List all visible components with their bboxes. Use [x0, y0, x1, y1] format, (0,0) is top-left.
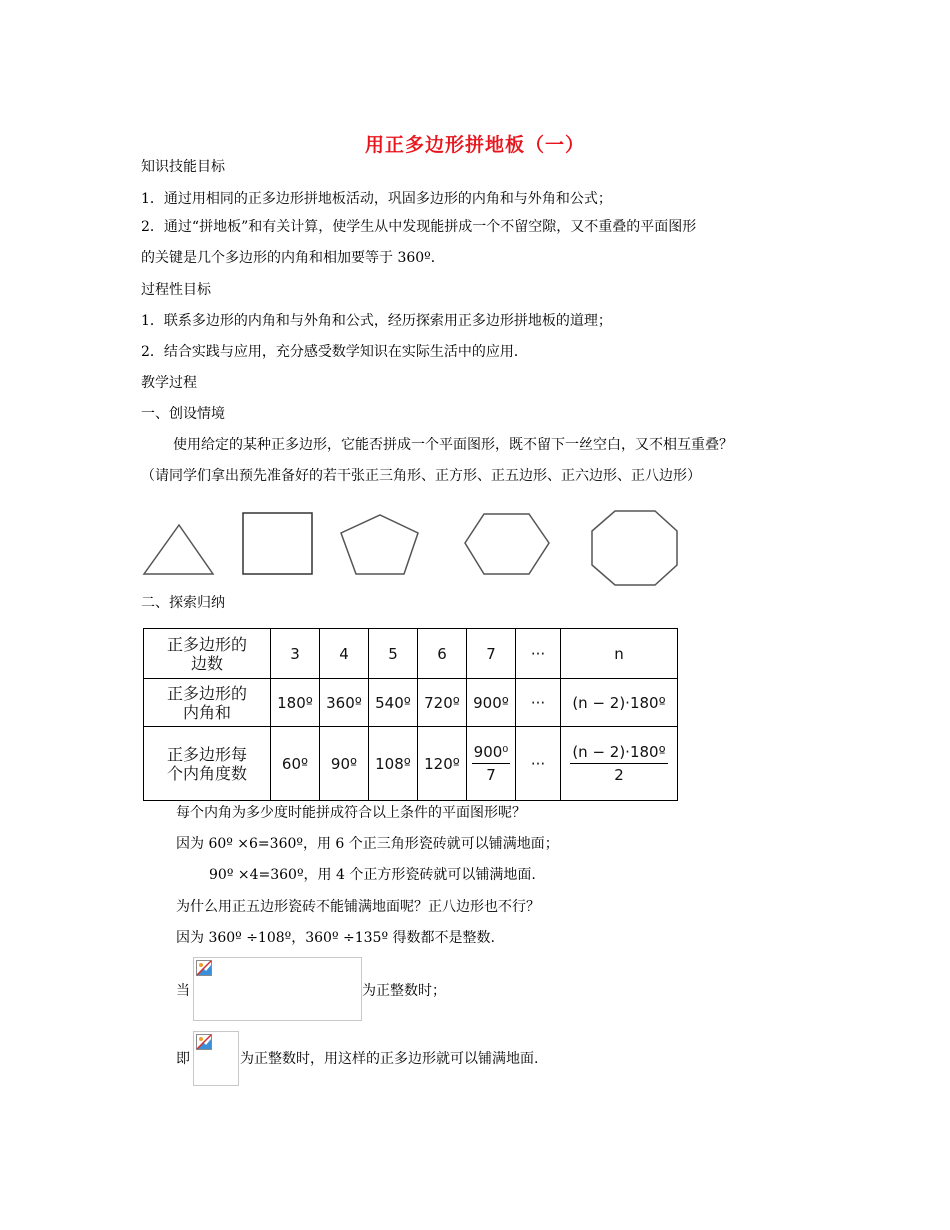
table-row-each-angle	[144, 727, 678, 801]
table-cell: 4	[320, 629, 369, 679]
table-cell: 180º	[271, 679, 320, 727]
square-shape	[243, 513, 312, 574]
part1-text-b: （请同学们拿出预先准备好的若干张正三角形、正方形、正五边形、正六边形、正八边形）	[141, 468, 701, 484]
table-cell: 6	[418, 629, 467, 679]
fraction-denominator: 7	[486, 766, 496, 784]
explanation-triangle: 因为 60º ×6=360º，用 6 个正三角形瓷砖就可以铺满地面；	[176, 836, 559, 852]
part1-heading: 一、创设情境	[141, 406, 225, 422]
knowledge-heading: 知识技能目标	[141, 159, 225, 175]
broken-image-icon	[196, 960, 212, 976]
table-cell-ellipsis: ···	[516, 727, 561, 801]
knowledge-item-1: 1．通过用相同的正多边形拼地板活动，巩固多边形的内角和与外角和公式；	[141, 191, 612, 207]
table-cell-ellipsis: ···	[516, 629, 561, 679]
table-cell: 5	[369, 629, 418, 679]
triangle-shape	[144, 525, 213, 574]
octagon-shape	[592, 511, 677, 585]
table-cell: 360º	[320, 679, 369, 727]
knowledge-item-2b: 的关键是几个多边形的内角和相加要等于 360º．	[141, 250, 445, 266]
table-cell-ellipsis: ···	[516, 679, 561, 727]
formula-image-placeholder	[193, 957, 362, 1021]
part2-heading: 二、探索归纳	[141, 595, 225, 611]
hexagon-shape	[465, 514, 549, 574]
table-cell-general-fraction	[561, 727, 678, 801]
table-cell: 7	[467, 629, 516, 679]
pentagon-shape	[341, 515, 418, 574]
process-heading: 过程性目标	[141, 282, 211, 298]
fraction-denominator: 2	[614, 766, 624, 784]
polygon-shapes	[140, 505, 685, 590]
question-1: 每个内角为多少度时能拼成符合以上条件的平面图形呢？	[176, 805, 526, 821]
then-suffix: 为正整数时，用这样的正多边形就可以铺满地面.	[240, 1051, 539, 1067]
row-header-angle-sum: 正多边形的 内角和	[144, 679, 271, 727]
question-2: 为什么用正五边形瓷砖不能铺满地面呢？正八边形也不行？	[176, 899, 540, 915]
row-header-each-angle: 正多边形每 个内角度数	[144, 727, 271, 801]
polygon-angle-table	[143, 628, 678, 801]
process-item-2: 2．结合实践与应用，充分感受数学知识在实际生活中的应用．	[141, 344, 528, 360]
table-cell-general: n	[561, 629, 678, 679]
fraction-numerator: 900⁰	[472, 743, 511, 764]
fraction-numerator: (n − 2)·180º	[570, 743, 667, 764]
table-row-angle-sum	[144, 679, 678, 727]
knowledge-item-2a: 2．通过“拼地板”和有关计算，使学生从中发现能拼成一个不留空隙，又不重叠的平面图形	[141, 219, 697, 235]
table-cell-general: (n − 2)·180º	[561, 679, 678, 727]
when-prefix: 当	[176, 983, 190, 999]
table-cell: 120º	[418, 727, 467, 801]
table-cell: 900º	[467, 679, 516, 727]
explanation-square: 90º ×4=360º，用 4 个正方形瓷砖就可以铺满地面.	[209, 867, 536, 883]
teaching-heading: 教学过程	[141, 375, 197, 391]
then-prefix: 即	[176, 1051, 190, 1067]
formula-image-placeholder-2	[193, 1031, 239, 1086]
page-title: 用正多边形拼地板（一）	[364, 134, 585, 156]
table-cell: 108º	[369, 727, 418, 801]
explanation-not-integer: 因为 360º ÷108º，360º ÷135º 得数都不是整数.	[176, 930, 495, 946]
table-row-sides	[144, 629, 678, 679]
table-cell: 60º	[271, 727, 320, 801]
broken-image-icon	[196, 1034, 212, 1050]
table-cell-fraction	[467, 727, 516, 801]
table-cell: 3	[271, 629, 320, 679]
table-cell: 720º	[418, 679, 467, 727]
table-cell: 90º	[320, 727, 369, 801]
when-suffix: 为正整数时；	[362, 983, 446, 999]
part1-text-a: 使用给定的某种正多边形，它能否拼成一个平面图形，既不留下一丝空白，又不相互重叠？	[173, 437, 733, 453]
process-item-1: 1．联系多边形的内角和与外角和公式，经历探索用正多边形拼地板的道理；	[141, 313, 612, 329]
row-header-sides: 正多边形的 边数	[144, 629, 271, 679]
table-cell: 540º	[369, 679, 418, 727]
